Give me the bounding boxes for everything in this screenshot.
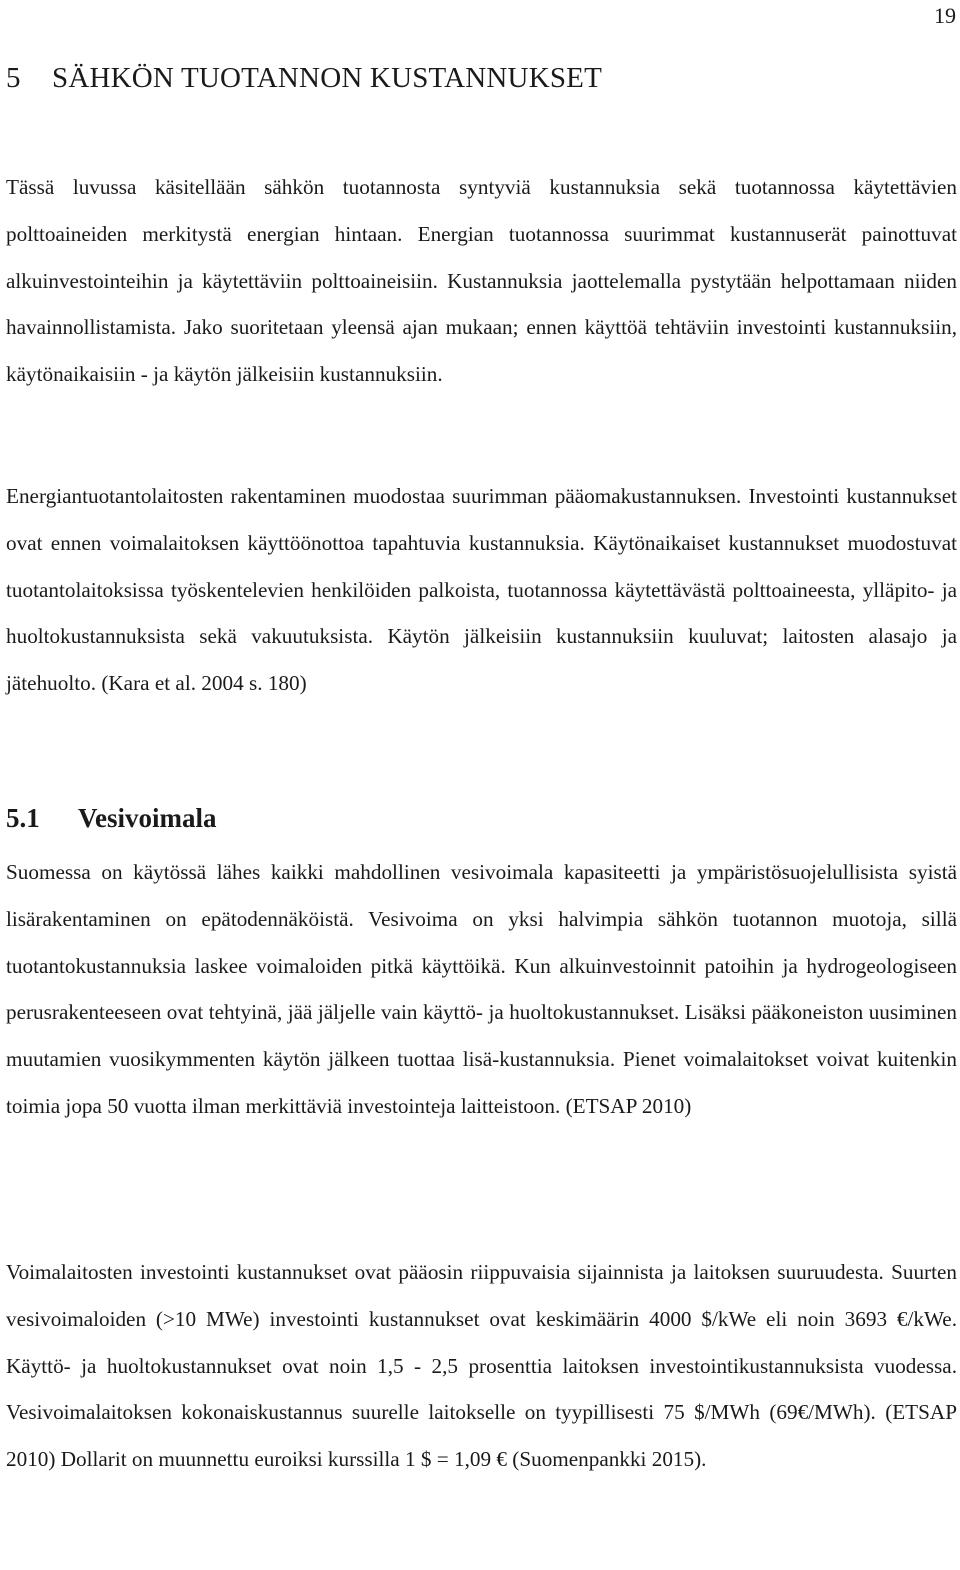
section-heading	[6, 798, 217, 838]
chapter-number: 5	[6, 62, 21, 94]
paragraph-cost-types: Energiantuotantolaitosten rakentaminen muodostaa suurimman pääomakustannuksen. Investointi kustannukset ovat ennen voimalaitoksen käyttöönottoa tapahtuvia kustannuksia. Käytönaikaiset kustannukset muodostuvat tuotantolaitoksissa työskentelevien henkilöiden palkoista, tuotannossa käytettävästä polttoaineesta, ylläpito- ja huoltokustannuksista sekä vakuutuksista. Käytön jälkeisiin kustannuksiin kuuluvat; laitosten alasajo ja jätehuolto. (Kara et al. 2004 s. 180)	[6, 484, 957, 696]
section-title: Vesivoimala	[78, 803, 217, 833]
chapter-heading	[6, 58, 602, 98]
paragraph-hydropower-costs: Voimalaitosten investointi kustannukset ovat pääosin riippuvaisia sijainnista ja laitoksen suuruudesta. Suurten vesivoimaloiden (>10 MWe) investointi kustannukset ovat keskimäärin 4000 $/kWe eli noin 3693 €/kWe. Käyttö- ja huoltokustannukset ovat noin 1,5 - 2,5 prosenttia laitoksen investointikustannuksista vuodessa. Vesivoimalaitoksen kokonaiskustannus suurelle laitokselle on tyypillisesti 75 $/MWh (69€/MWh). (ETSAP 2010) Dollarit on muunnettu euroiksi kurssilla 1 $ = 1,09 € (Suomenpankki 2015).	[6, 1260, 957, 1472]
paragraph-intro: Tässä luvussa käsitellään sähkön tuotannosta syntyviä kustannuksia sekä tuotannossa käytettävien polttoaineiden merkitystä energian hintaan. Energian tuotannossa suurimmat kustannuserät painottuvat alkuinvestointeihin ja käytettäviin polttoaineisiin. Kustannuksia jaottelemalla pystytään helpottamaan niiden havainnollistamista. Jako suoritetaan yleensä ajan mukaan; ennen käyttöä tehtäviin investointi kustannuksiin, käytönaikaisiin - ja käytön jälkeisiin kustannuksiin.	[6, 175, 957, 387]
chapter-title: SÄHKÖN TUOTANNON KUSTANNUKSET	[52, 62, 603, 94]
page-number: 19	[934, 3, 956, 28]
section-number: 5.1	[6, 803, 40, 833]
paragraph-hydropower-overview: Suomessa on käytössä lähes kaikki mahdollinen vesivoimala kapasiteetti ja ympäristösuojelullisista syistä lisärakentaminen on epätodennäköistä. Vesivoima on yksi halvimpia sähkön tuotannon muotoja, sillä tuotantokustannuksia laskee voimaloiden pitkä käyttöikä. Kun alkuinvestoinnit patoihin ja hydrogeologiseen perusrakenteeseen ovat tehtyinä, jää jäljelle vain käyttö- ja huoltokustannukset. Lisäksi pääkoneiston uusiminen muutamien vuosikymmenten käytön jälkeen tuottaa lisä-kustannuksia. Pienet voimalaitokset voivat kuitenkin toimia jopa 50 vuotta ilman merkittäviä investointeja laitteistoon. (ETSAP 2010)	[6, 860, 957, 1118]
